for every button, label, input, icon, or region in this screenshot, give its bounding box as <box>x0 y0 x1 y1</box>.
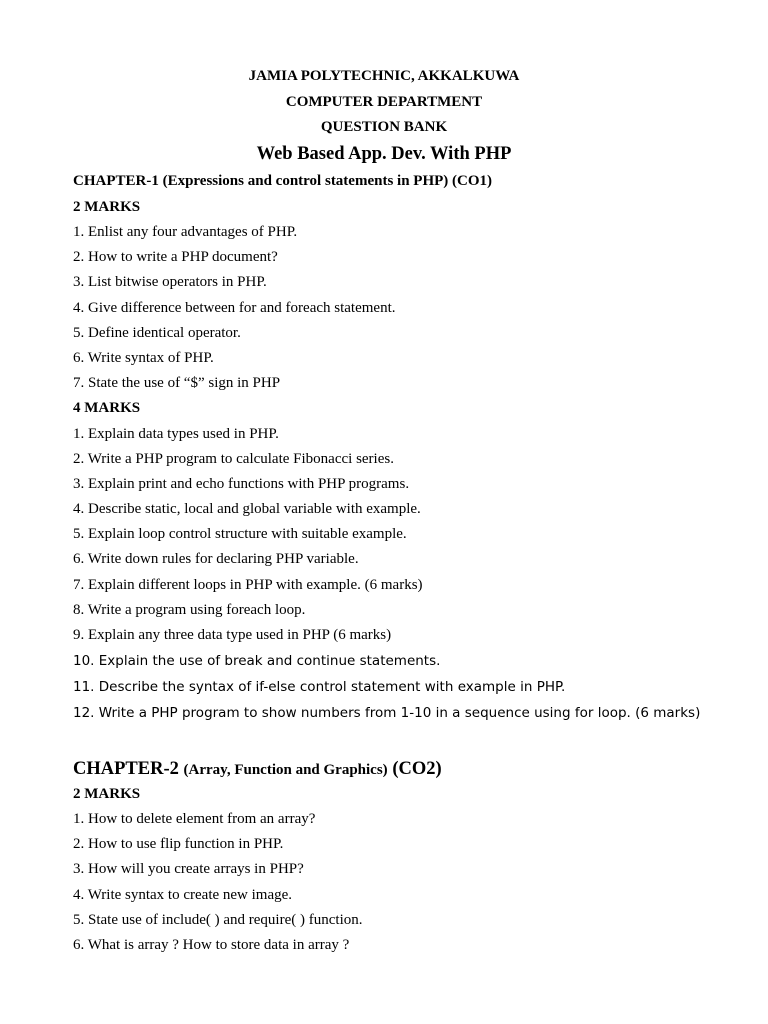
chapter1-2-marks-label: 2 MARKS <box>73 199 141 215</box>
chapter2-2m-question: 6. What is array ? How to store data in array ? <box>73 937 350 953</box>
document-title: QUESTION BANK <box>320 119 448 135</box>
chapter1-4m-question: 3. Explain print and echo functions with PHP programs. <box>73 476 410 492</box>
chapter1-4m-question: 7. Explain different loops in PHP with example. (6 marks) <box>73 577 423 593</box>
chapter2-2m-question: 3. How will you create arrays in PHP? <box>73 861 304 877</box>
chapter2-2m-question: 2. How to use flip function in PHP. <box>73 836 284 852</box>
chapter2-heading-topic: (Array, Function and Graphics) <box>183 762 388 778</box>
chapter1-heading: CHAPTER-1 (Expressions and control statements in PHP) (CO1) <box>73 173 493 189</box>
chapter1-2m-question: 2. How to write a PHP document? <box>73 249 278 265</box>
chapter1-4m-question: 4. Describe static, local and global variable with example. <box>73 501 421 517</box>
chapter1-4m-question: 1. Explain data types used in PHP. <box>73 426 279 442</box>
chapter1-4m-question: 8. Write a program using foreach loop. <box>73 602 306 618</box>
chapter1-4m-question: 2. Write a PHP program to calculate Fibonacci series. <box>73 451 394 467</box>
chapter2-heading-co: (CO2) <box>392 759 442 779</box>
chapter1-4m-question: 9. Explain any three data type used in PHP (6 marks) <box>73 627 392 643</box>
chapter1-2m-question: 6. Write syntax of PHP. <box>73 350 214 366</box>
chapter1-4m-question: 11. Describe the syntax of if-else control statement with example in PHP. <box>73 679 566 695</box>
chapter2-2m-question: 5. State use of include( ) and require( ) function. <box>73 912 363 928</box>
chapter1-2m-question: 5. Define identical operator. <box>73 325 241 341</box>
chapter1-2m-question: 7. State the use of “$” sign in PHP <box>73 375 281 391</box>
chapter1-2m-question: 1. Enlist any four advantages of PHP. <box>73 224 298 240</box>
chapter2-heading <box>73 759 442 780</box>
chapter1-4m-question: 10. Explain the use of break and continue statements. <box>73 653 441 669</box>
chapter2-2m-question: 1. How to delete element from an array? <box>73 811 316 827</box>
chapter2-2-marks-label: 2 MARKS <box>73 786 141 802</box>
institute-name: JAMIA POLYTECHNIC, AKKALKUWA <box>248 68 520 84</box>
chapter1-4m-question: 6. Write down rules for declaring PHP variable. <box>73 551 359 567</box>
chapter1-4m-question: 5. Explain loop control structure with suitable example. <box>73 526 407 542</box>
department-name: COMPUTER DEPARTMENT <box>285 94 483 110</box>
chapter1-2m-question: 4. Give difference between for and foreach statement. <box>73 300 396 316</box>
chapter1-2m-question: 3. List bitwise operators in PHP. <box>73 274 267 290</box>
chapter2-2m-question: 4. Write syntax to create new image. <box>73 887 293 903</box>
subject-title: Web Based App. Dev. With PHP <box>256 144 512 164</box>
chapter1-4-marks-label: 4 MARKS <box>73 400 141 416</box>
chapter2-heading-prefix: CHAPTER-2 <box>73 759 179 779</box>
chapter1-4m-question: 12. Write a PHP program to show numbers from 1-10 in a sequence using for loop. (6 marks) <box>73 705 701 721</box>
